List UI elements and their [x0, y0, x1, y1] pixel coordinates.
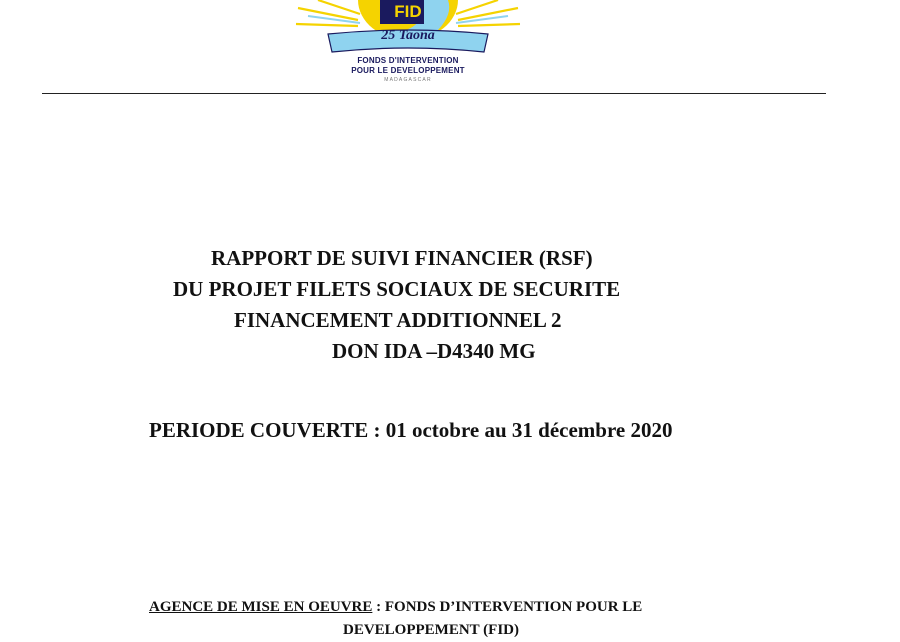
logo-line-3: MADAGASCAR — [384, 77, 432, 83]
period-value: 01 octobre au 31 décembre 2020 — [385, 418, 673, 442]
period-label: PERIODE COUVERTE : — [149, 418, 381, 442]
header-divider — [42, 93, 826, 94]
logo-anniversary: 25 Taona — [381, 28, 435, 43]
title-line-4: DON IDA –D4340 MG — [332, 339, 536, 363]
agency-value-line-2: DEVELOPPEMENT (FID) — [343, 622, 519, 638]
fid-logo — [288, 0, 528, 86]
agency-value-line-1: FONDS D’INTERVENTION POUR LE — [384, 599, 643, 615]
logo-line-2: POUR LE DEVELOPPEMENT — [351, 66, 465, 75]
logo-line-1: FONDS D'INTERVENTION — [357, 56, 459, 65]
title-line-3: FINANCEMENT ADDITIONNEL 2 — [234, 308, 562, 332]
title-line-1: RAPPORT DE SUIVI FINANCIER (RSF) — [211, 246, 593, 270]
agency-label: AGENCE DE MISE EN OEUVRE — [149, 599, 373, 615]
agency-separator: : — [372, 599, 385, 615]
logo-brand: FID — [394, 2, 422, 21]
title-line-2: DU PROJET FILETS SOCIAUX DE SECURITE — [173, 277, 621, 301]
reporting-period — [149, 418, 672, 443]
